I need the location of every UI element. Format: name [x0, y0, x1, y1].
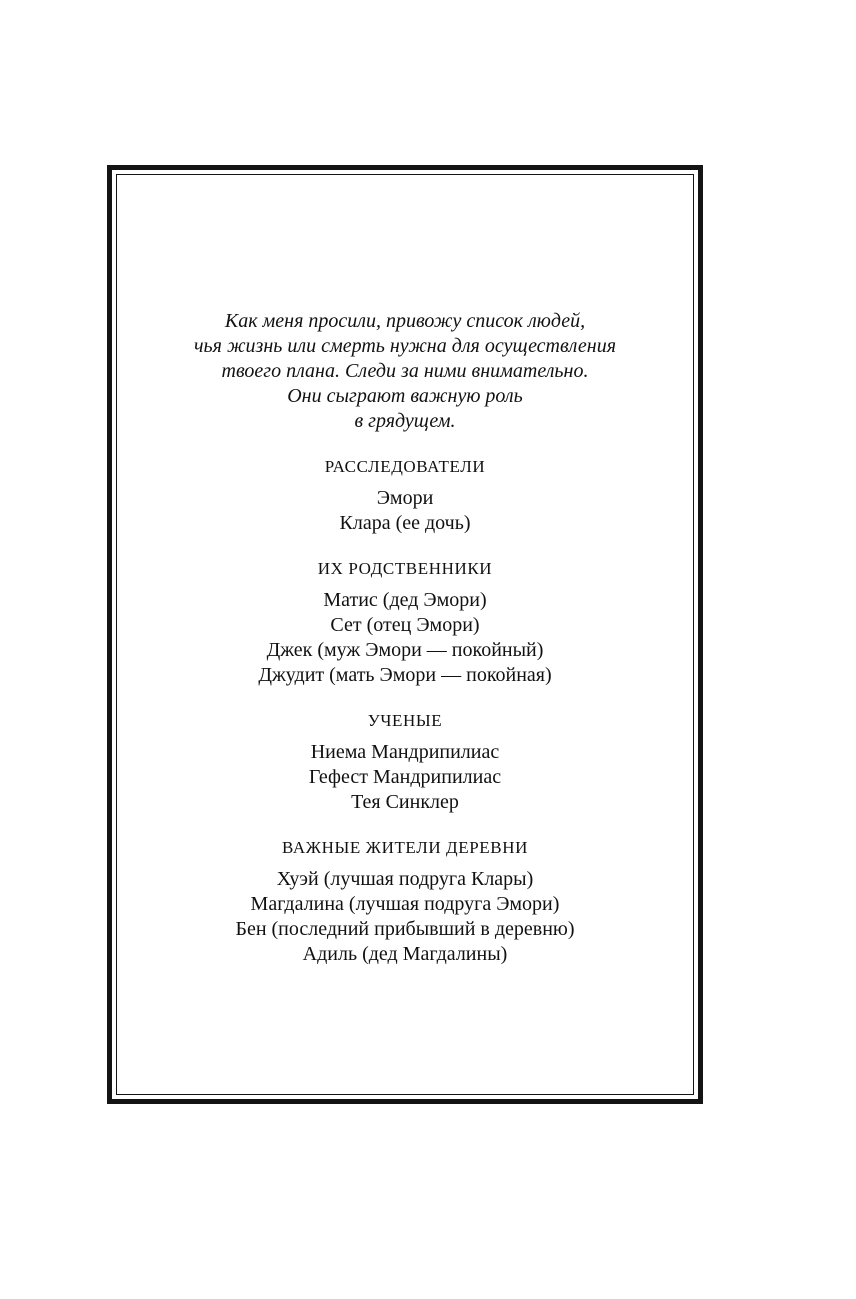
list-item: Клара (ее дочь): [339, 512, 471, 534]
list-item: Хуэй (лучшая подруга Клары): [276, 868, 534, 890]
name-list: [117, 740, 693, 815]
epigraph-line: чья жизнь или смерть нужна для осуществления: [194, 335, 616, 357]
list-item: Джек (муж Эмори — покойный): [266, 639, 544, 661]
list-item: Бен (последний прибывший в деревню): [235, 918, 575, 940]
section-scientists: [117, 710, 693, 815]
list-item: Адиль (дед Магдалины): [302, 943, 508, 965]
page-frame: [107, 165, 703, 1104]
section-villagers: [117, 837, 693, 967]
list-item: Гефест Мандрипилиас: [308, 766, 502, 788]
list-item: Сет (отец Эмори): [330, 614, 480, 636]
list-item: Ниема Мандрипилиас: [310, 741, 500, 763]
section-title: ИХ РОДСТВЕННИКИ: [317, 559, 493, 578]
name-list: [117, 588, 693, 688]
epigraph: [117, 309, 693, 434]
section-investigators: [117, 456, 693, 536]
list-item: Матис (дед Эмори): [323, 589, 487, 611]
epigraph-line: твоего плана. Следи за ними внимательно.: [221, 360, 589, 382]
list-item: Эмори: [376, 487, 434, 509]
section-relatives: [117, 558, 693, 688]
epigraph-line: в грядущем.: [354, 410, 456, 432]
section-title: УЧЕНЫЕ: [367, 711, 443, 730]
name-list: [117, 486, 693, 536]
section-title: РАССЛЕДОВАТЕЛИ: [324, 457, 486, 476]
list-item: Тея Синклер: [351, 791, 459, 813]
list-item: Джудит (мать Эмори — покойная): [258, 664, 552, 686]
section-title: ВАЖНЫЕ ЖИТЕЛИ ДЕРЕВНИ: [282, 838, 528, 857]
list-item: Магдалина (лучшая подруга Эмори): [250, 893, 560, 915]
page-content: [117, 309, 693, 967]
epigraph-line: Они сыграют важную роль: [287, 385, 523, 407]
epigraph-line: Как меня просили, привожу список людей,: [224, 310, 586, 332]
name-list: [117, 867, 693, 967]
inner-border: [116, 174, 694, 1095]
